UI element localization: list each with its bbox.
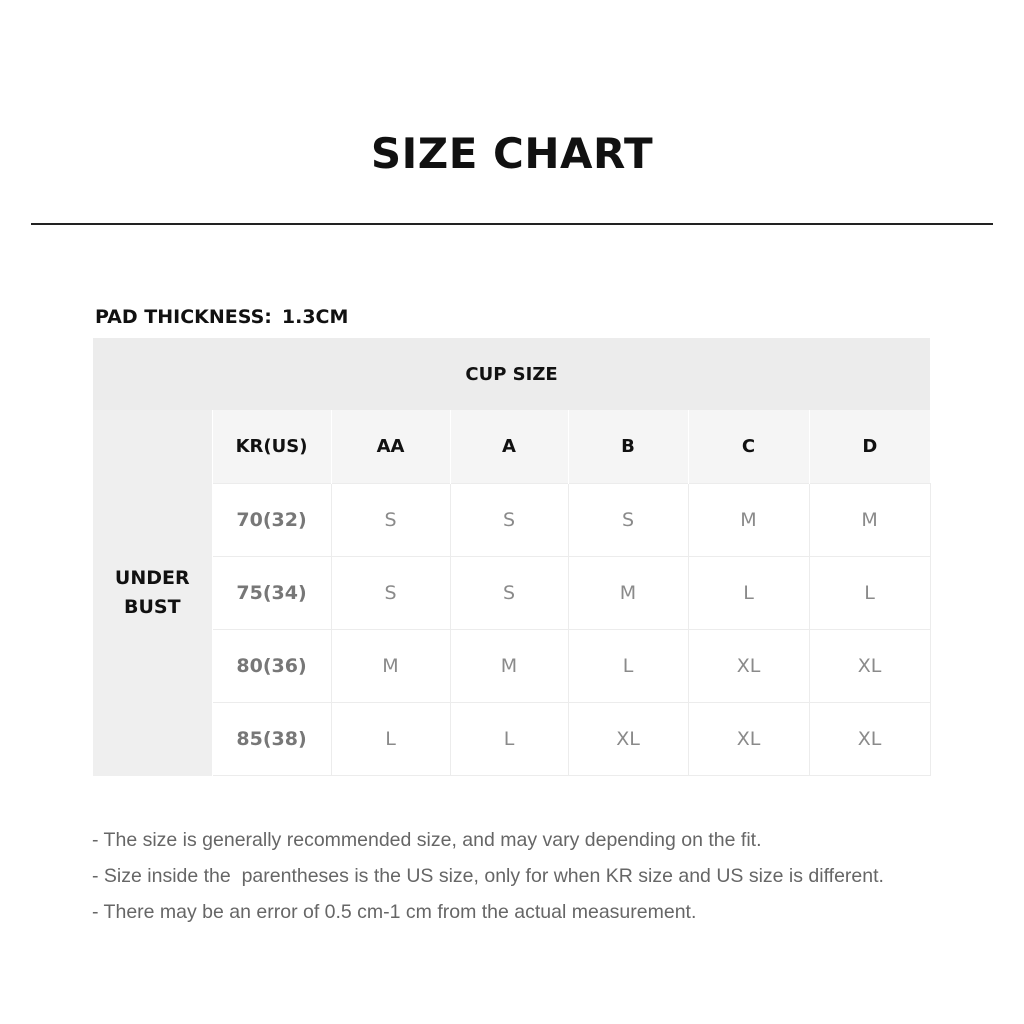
page-title: SIZE CHART [370,129,654,178]
size-cell: M [450,630,568,703]
note-line: - There may be an error of 0.5 cm-1 cm from the actual measurement. [92,901,697,923]
table-row [93,630,930,703]
table-row [93,703,930,776]
table-row [93,484,930,557]
column-header: B [568,410,688,484]
column-header: KR(US) [212,410,331,484]
row-label: 80(36) [212,630,331,703]
pad-thickness [95,305,348,329]
row-label: 85(38) [212,703,331,776]
title-divider [31,223,993,225]
size-cell: XL [688,630,809,703]
column-header: D [809,410,930,484]
size-cell: M [568,557,688,630]
notes [92,822,972,930]
pad-thickness-label: PAD THICKNESS: [95,306,272,328]
size-cell: XL [809,703,930,776]
column-header-row [93,410,930,484]
size-cell: M [331,630,450,703]
size-cell: XL [688,703,809,776]
note-line: - The size is generally recommended size, and may vary depending on the fit. [92,829,762,851]
table-row [93,557,930,630]
cup-size-header: CUP SIZE [93,338,930,410]
size-cell: S [331,557,450,630]
size-cell: XL [809,630,930,703]
column-header: A [450,410,568,484]
column-header: AA [331,410,450,484]
note-line: - Size inside the parentheses is the US size, only for when KR size and US size is different. [92,865,884,887]
size-cell: S [450,484,568,557]
size-cell: M [809,484,930,557]
size-cell: XL [568,703,688,776]
size-cell: L [809,557,930,630]
size-cell: S [450,557,568,630]
size-cell: S [568,484,688,557]
size-cell: L [331,703,450,776]
row-label: 75(34) [212,557,331,630]
under-bust-line1: UNDER [114,566,190,589]
size-cell: S [331,484,450,557]
size-cell: M [688,484,809,557]
under-bust-line2: BUST [123,595,181,618]
pad-thickness-value: 1.3CM [281,306,349,328]
size-cell: L [450,703,568,776]
size-cell: L [568,630,688,703]
size-table [93,338,931,776]
row-label: 70(32) [212,484,331,557]
under-bust-label [93,410,212,776]
size-cell: L [688,557,809,630]
column-header: C [688,410,809,484]
